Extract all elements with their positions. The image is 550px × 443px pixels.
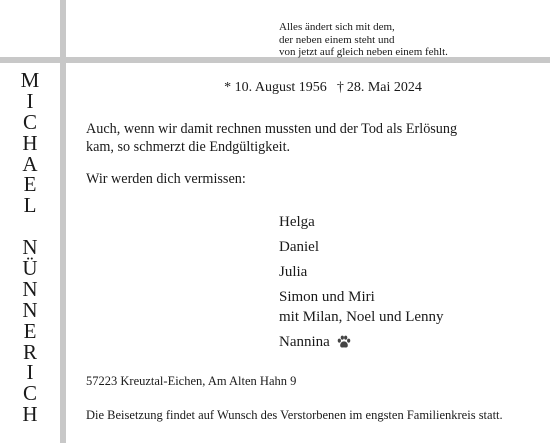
first-name-letter: C [22,109,37,134]
family-member: Helga [279,214,315,230]
birth-date: * 10. August 1956 [224,80,327,95]
deceased-name-vertical [0,70,60,438]
first-name-letter: E [23,172,37,197]
first-name-letter: H [22,130,38,155]
miss-you-line: Wir werden dich vermissen: [86,171,246,187]
last-name-letter: H [22,402,38,427]
condolence-message [86,120,541,156]
first-name-letter: M [20,68,40,92]
motto [279,21,544,59]
pet-name: Nannina [279,334,330,350]
message-line: Auch, wenn wir damit rechnen mussten und der Tod als Erlösung [86,121,458,137]
family-member: Daniel [279,239,319,255]
last-name-letter: R [22,339,37,364]
family-member: Simon und Miri [279,289,375,305]
death-date: 28. Mai 2024 [346,80,422,95]
motto-line: Alles ändert sich mit dem, [279,21,395,33]
pet-entry [279,332,444,352]
motto-line: von jetzt auf gleich neben einem fehlt. [279,46,448,58]
last-name-letter: N [22,276,38,301]
last-name-letter: C [22,381,37,406]
cross-icon: † [336,80,344,95]
last-name-letter: I [26,360,34,385]
last-name-letter: Ü [22,256,38,281]
vertical-divider [60,0,66,443]
life-dates [66,79,550,97]
first-name-letter: I [26,88,34,113]
family-member: Julia [279,264,308,280]
last-name-letter: E [23,318,37,343]
family-list [279,212,444,352]
address: 57223 Kreuztal-Eichen, Am Alten Hahn 9 [86,374,297,388]
paw-icon [336,334,352,350]
last-name-letter: N [22,235,38,260]
motto-line: der neben einem steht und [279,33,395,46]
first-name-letter: A [22,151,38,176]
family-member: mit Milan, Noel und Lenny [279,309,444,325]
last-name-letter: N [22,297,38,322]
first-name-letter: L [23,193,37,218]
burial-notice: Die Beisetzung findet auf Wunsch des Verstorbenen im engsten Familienkreis statt. [86,408,503,422]
message-line: kam, so schmerzt die Endgültigkeit. [86,139,291,155]
